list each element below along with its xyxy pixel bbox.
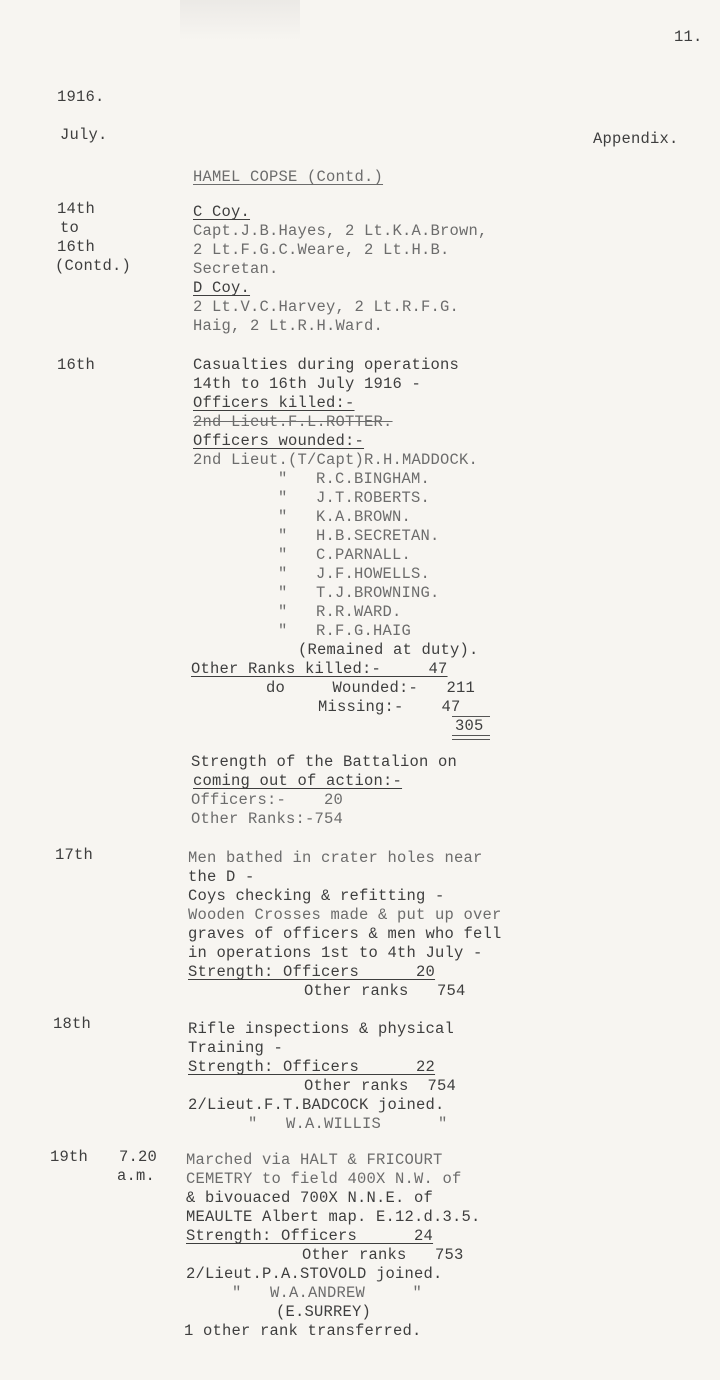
c-coy-heading: C Coy. — [193, 203, 251, 221]
e17-line-1: Men bathed in crater holes near — [188, 849, 483, 867]
e18-line-2: Training - — [188, 1039, 284, 1057]
strength-line-2: coming out of action:- — [193, 772, 403, 790]
date-17th: 17th — [55, 846, 94, 864]
page-number: 11. — [674, 28, 703, 46]
section-title: HAMEL COPSE (Contd.) — [193, 168, 384, 186]
e17-line-4: Wooden Crosses made & put up over — [188, 906, 502, 924]
e19-line-3: & bivouaced 700X N.N.E. of — [186, 1189, 434, 1207]
officers-killed-heading: Officers killed:- — [193, 394, 355, 412]
date-16th-casualties: 16th — [57, 356, 96, 374]
officers-wounded-heading: Officers wounded:- — [193, 432, 365, 450]
remained-at-duty-note: (Remained at duty). — [298, 641, 479, 659]
wounded-officer-10: " R.F.G.HAIG — [278, 622, 412, 640]
e18-line-1: Rifle inspections & physical — [188, 1020, 455, 1038]
e18-joined-2: " W.A.WILLIS " — [248, 1115, 448, 1133]
e19-joined-2: " W.A.ANDREW " — [232, 1284, 423, 1302]
strength-line-1: Strength of the Battalion on — [191, 753, 458, 771]
e19-strength-other-ranks: Other ranks 753 — [302, 1246, 464, 1264]
strength-other-ranks: Other Ranks:-754 — [191, 810, 344, 828]
c-coy-line-3: Secretan. — [193, 260, 279, 278]
casualties-line-1: Casualties during operations — [193, 356, 460, 374]
e17-strength-officers: Strength: Officers 20 — [188, 963, 436, 981]
officer-killed-name: 2nd Lieut.F.L.ROTTER. — [193, 413, 393, 431]
e18-strength-officers: Strength: Officers 22 — [188, 1058, 436, 1076]
wounded-officer-8: " T.J.BROWNING. — [278, 584, 440, 602]
wounded-officer-6: " C.PARNALL. — [278, 546, 412, 564]
other-ranks-missing: Missing:- 47 — [318, 698, 461, 716]
date-16th: 16th — [57, 238, 96, 256]
strength-officers: Officers:- 20 — [191, 791, 344, 809]
e18-joined-1: 2/Lieut.F.T.BADCOCK joined. — [188, 1096, 445, 1114]
e19-strength-officers: Strength: Officers 24 — [186, 1227, 434, 1245]
other-ranks-killed: Other Ranks killed:- 47 — [191, 660, 448, 678]
c-coy-line-2: 2 Lt.F.G.C.Weare, 2 Lt.H.B. — [193, 241, 450, 259]
e19-regiment: (E.SURREY) — [276, 1303, 372, 1321]
casualty-total: 305 — [455, 717, 484, 735]
e19-joined-1: 2/Lieut.P.A.STOVOLD joined. — [186, 1265, 443, 1283]
appendix-heading: Appendix. — [593, 130, 679, 148]
e19-transferred: 1 other rank transferred. — [184, 1322, 422, 1340]
d-coy-heading: D Coy. — [193, 279, 251, 297]
e17-strength-other-ranks: Other ranks 754 — [304, 982, 466, 1000]
e17-line-3: Coys checking & refitting - — [188, 887, 445, 905]
wounded-officer-7: " J.F.HOWELLS. — [278, 565, 431, 583]
wounded-officer-3: " J.T.ROBERTS. — [278, 489, 431, 507]
e17-line-5: graves of officers & men who fell — [188, 925, 502, 943]
time-am: a.m. — [117, 1167, 156, 1185]
wounded-officer-2: " R.C.BINGHAM. — [278, 470, 431, 488]
e17-line-6: in operations 1st to 4th July - — [188, 944, 483, 962]
other-ranks-wounded: do Wounded:- 211 — [266, 679, 476, 697]
d-coy-line-2: Haig, 2 Lt.R.H.Ward. — [193, 317, 384, 335]
e18-strength-other-ranks: Other ranks 754 — [304, 1077, 457, 1095]
year-heading: 1916. — [57, 88, 105, 106]
date-19th: 19th — [50, 1148, 89, 1166]
time-720: 7.20 — [119, 1148, 158, 1166]
date-to: to — [60, 219, 80, 237]
date-14th: 14th — [57, 200, 96, 218]
wounded-officer-5: " H.B.SECRETAN. — [278, 527, 440, 545]
date-contd: (Contd.) — [55, 257, 132, 275]
casualties-line-2: 14th to 16th July 1916 - — [193, 375, 422, 393]
total-double-rule — [452, 735, 490, 740]
e19-line-2: CEMETRY to field 400X N.W. of — [186, 1170, 462, 1188]
e19-line-1: Marched via HALT & FRICOURT — [186, 1151, 443, 1169]
wounded-officer-9: " R.R.WARD. — [278, 603, 402, 621]
e19-line-4: MEAULTE Albert map. E.12.d.3.5. — [186, 1208, 481, 1226]
month-heading: July. — [60, 126, 108, 144]
e17-line-2: the D - — [188, 868, 255, 886]
date-18th: 18th — [53, 1015, 92, 1033]
d-coy-line-1: 2 Lt.V.C.Harvey, 2 Lt.R.F.G. — [193, 298, 460, 316]
paper-smudge — [180, 0, 300, 40]
wounded-officer-1: 2nd Lieut.(T/Capt)R.H.MADDOCK. — [193, 451, 479, 469]
wounded-officer-4: " K.A.BROWN. — [278, 508, 412, 526]
c-coy-line-1: Capt.J.B.Hayes, 2 Lt.K.A.Brown, — [193, 222, 488, 240]
